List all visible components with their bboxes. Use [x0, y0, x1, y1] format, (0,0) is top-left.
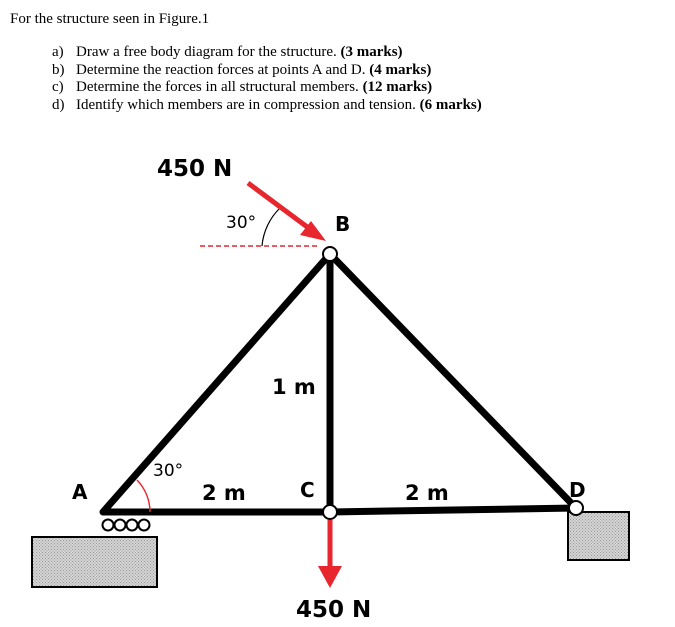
question-marks: (12 marks)	[362, 79, 433, 95]
joint-d	[569, 501, 583, 515]
load-arrow-bottom	[318, 520, 342, 588]
load-top-label: 450 N	[157, 156, 233, 182]
dim-bc-label: 1 m	[272, 375, 316, 399]
question-letter: b)	[52, 61, 65, 78]
support-block-left	[32, 537, 157, 587]
node-label-c: C	[300, 478, 315, 502]
load-arrow-top	[248, 183, 326, 241]
load-bottom-label: 450 N	[296, 597, 372, 623]
question-marks: (6 marks)	[419, 96, 482, 113]
question-text: Draw a free body diagram for the structure.	[76, 44, 341, 60]
question-text: Identify which members are in compression and tension.	[76, 96, 420, 113]
joint-c	[323, 505, 337, 519]
question-marks: (4 marks)	[369, 61, 432, 78]
angle-a-label: 30°	[153, 461, 184, 481]
node-label-b: B	[335, 212, 351, 236]
question-text: Determine the reaction forces at points A and D.	[76, 61, 370, 78]
roller-support-a	[103, 520, 150, 531]
dim-cd-label: 2 m	[405, 481, 449, 505]
angle-arc-load	[262, 208, 280, 246]
load-top-angle-label: 30°	[226, 213, 257, 233]
node-label-a: A	[72, 480, 88, 504]
question-marks: (3 marks)	[340, 44, 403, 60]
question-text: Determine the forces in all structural members.	[76, 79, 363, 95]
intro-text: For the structure seen in Figure.1	[10, 11, 210, 27]
question-letter: a)	[52, 44, 64, 60]
joint-b	[323, 247, 337, 261]
member-cd	[330, 508, 576, 512]
node-label-d: D	[569, 478, 586, 502]
member-bd	[330, 254, 576, 508]
support-block-right	[568, 512, 629, 560]
dim-ac-label: 2 m	[202, 481, 246, 505]
question-letter: c)	[52, 79, 64, 95]
angle-arc-a	[137, 480, 150, 512]
question-letter: d)	[52, 96, 65, 113]
